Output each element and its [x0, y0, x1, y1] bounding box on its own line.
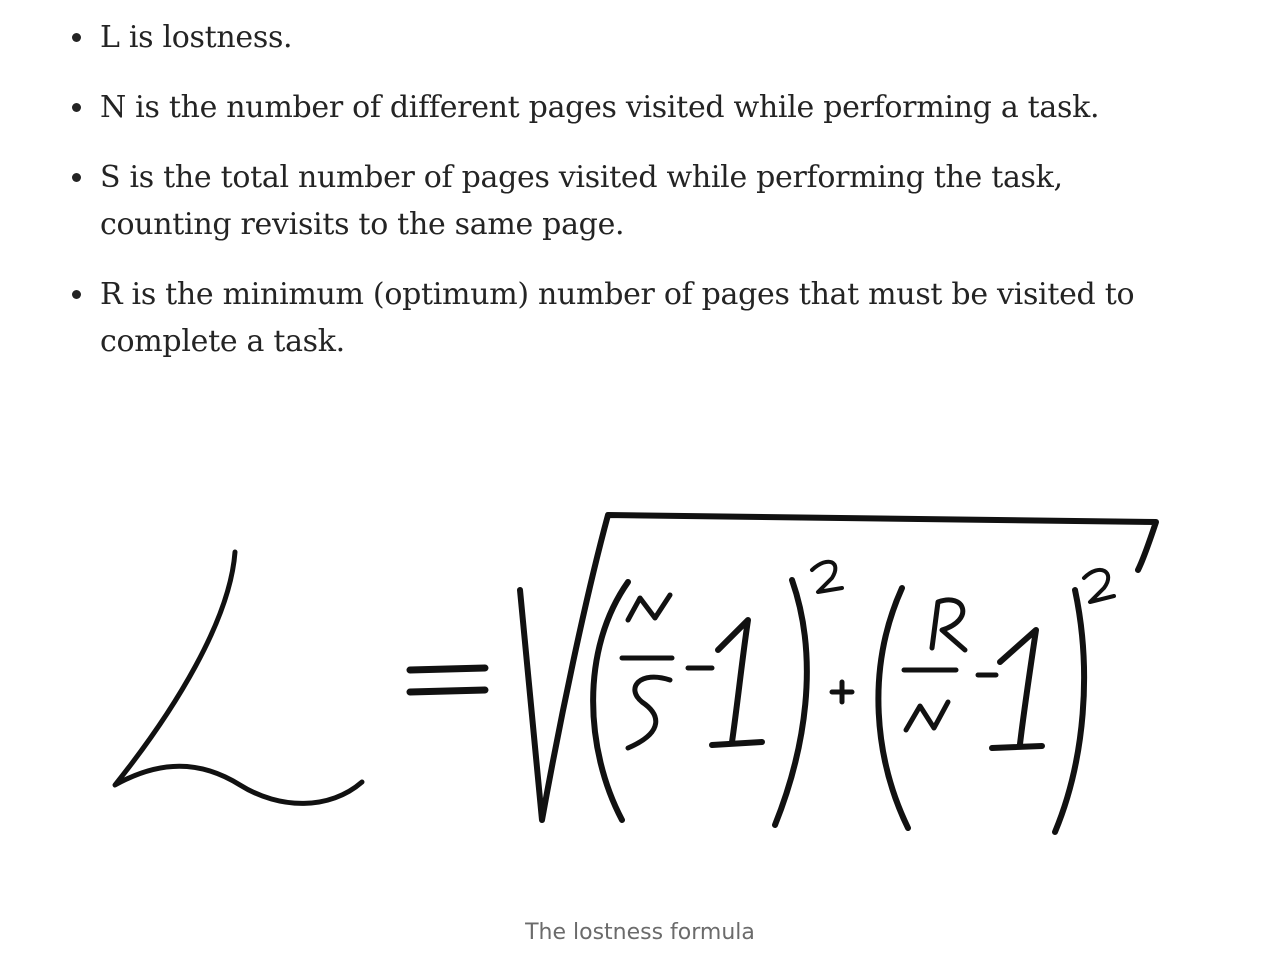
bullet-icon [72, 33, 81, 42]
handwritten-sqrt-glyph [520, 515, 1156, 820]
definition-text: S is the total number of pages visited while performing the task, counting revisits to the same page. [100, 160, 1063, 242]
handwritten-n-glyph [628, 595, 670, 620]
bullet-icon [72, 173, 81, 182]
definition-text: R is the minimum (optimum) number of pages that must be visited to complete a task. [100, 277, 1135, 359]
definition-item-r [100, 271, 1180, 365]
figure-caption: The lostness formula [525, 920, 755, 945]
handwritten-one-glyph [992, 630, 1042, 748]
definition-item-s [100, 154, 1180, 248]
handwritten-r-glyph [932, 600, 965, 650]
handwritten-paren-open-glyph [593, 582, 628, 820]
lostness-formula-image [80, 470, 1200, 880]
definition-list [100, 14, 1180, 388]
lostness-formula-figure [80, 470, 1200, 880]
handwritten-paren-close-glyph [775, 580, 807, 825]
handwritten-plus-glyph [832, 682, 852, 702]
handwritten-l-glyph [115, 552, 362, 803]
handwritten-exponent-glyph [812, 562, 842, 592]
bullet-icon [72, 290, 81, 299]
bullet-icon [72, 103, 81, 112]
handwritten-exponent-glyph [1084, 570, 1114, 602]
handwritten-one-glyph [712, 620, 762, 745]
handwritten-s-glyph [628, 677, 670, 748]
definition-item-n [100, 84, 1180, 131]
definition-text: N is the number of different pages visited while performing a task. [100, 90, 1100, 125]
handwritten-n-glyph [906, 702, 948, 730]
definition-item-lostness [100, 14, 1180, 61]
handwritten-equals-glyph [410, 668, 485, 692]
handwritten-paren-close-glyph [1055, 590, 1084, 832]
handwritten-paren-open-glyph [878, 588, 908, 828]
definition-text: L is lostness. [100, 20, 293, 55]
